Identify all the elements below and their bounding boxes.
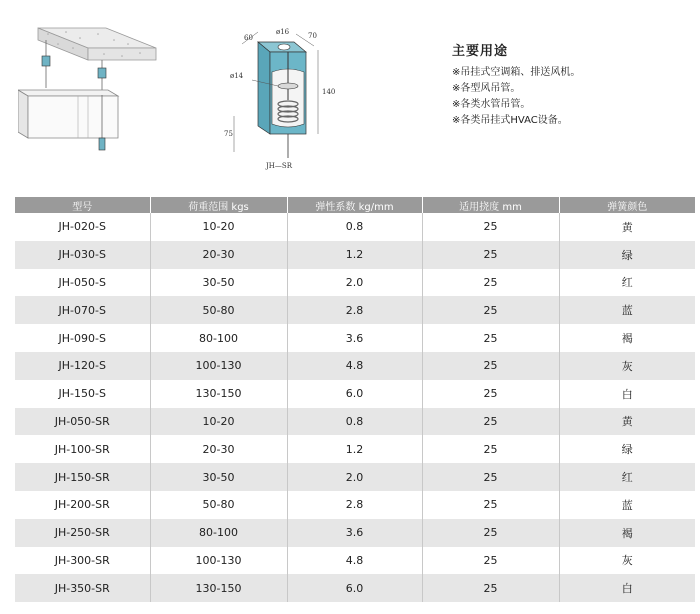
- cell-load-range: 20-30: [150, 241, 287, 269]
- table-row: [15, 408, 695, 436]
- cell-model: JH-090-S: [15, 324, 150, 352]
- spring-hanger-diagram: [222, 22, 342, 172]
- table-row: [15, 213, 695, 241]
- cell-spring-rate: 3.6: [287, 519, 422, 547]
- cell-spring-rate: 6.0: [287, 380, 422, 408]
- cell-load-range: 30-50: [150, 269, 287, 297]
- cell-spring-rate: 2.8: [287, 491, 422, 519]
- table-row: [15, 352, 695, 380]
- cell-spring-color: 褐: [559, 324, 695, 352]
- cell-deflection: 25: [422, 547, 559, 575]
- cell-model: JH-120-S: [15, 352, 150, 380]
- cell-model: JH-300-SR: [15, 547, 150, 575]
- table-row: [15, 519, 695, 547]
- usage-item: ※各型风吊管。: [452, 83, 521, 94]
- cell-spring-color: 白: [559, 574, 695, 602]
- cell-load-range: 50-80: [150, 296, 287, 324]
- cell-model: JH-070-S: [15, 296, 150, 324]
- usage-title: 主要用途: [452, 44, 509, 59]
- cell-load-range: 130-150: [150, 380, 287, 408]
- cell-deflection: 25: [422, 408, 559, 436]
- dim-rod-label: ø14: [230, 72, 244, 80]
- cell-spring-color: 黄: [559, 213, 695, 241]
- cell-deflection: 25: [422, 491, 559, 519]
- dim-width-label: 60: [244, 34, 253, 42]
- header-load-range: 荷重范围 kgs: [150, 197, 287, 213]
- cell-model: JH-100-SR: [15, 435, 150, 463]
- duct-hanger-illustration: [18, 20, 158, 170]
- table-row: [15, 380, 695, 408]
- header-model: 型号: [15, 197, 150, 213]
- usage-section: [452, 40, 580, 129]
- cell-load-range: 30-50: [150, 463, 287, 491]
- table-row: [15, 241, 695, 269]
- header-deflection: 适用挠度 mm: [422, 197, 559, 213]
- usage-item: ※各类吊挂式HVAC设备。: [452, 115, 568, 126]
- table-row: [15, 269, 695, 297]
- cell-model: JH-150-SR: [15, 463, 150, 491]
- header-spring-rate: 弹性系数 kg/mm: [287, 197, 422, 213]
- cell-load-range: 80-100: [150, 519, 287, 547]
- model-label: JH—SR: [266, 162, 292, 170]
- cell-load-range: 10-20: [150, 408, 287, 436]
- cell-spring-rate: 2.0: [287, 463, 422, 491]
- usage-item: ※吊挂式空调箱、排送风机。: [452, 67, 581, 78]
- cell-deflection: 25: [422, 324, 559, 352]
- cell-model: JH-250-SR: [15, 519, 150, 547]
- cell-spring-rate: 2.8: [287, 296, 422, 324]
- table-row: [15, 324, 695, 352]
- cell-model: JH-020-S: [15, 213, 150, 241]
- cell-deflection: 25: [422, 296, 559, 324]
- cell-model: JH-050-S: [15, 269, 150, 297]
- dim-height-label: 140: [322, 88, 336, 96]
- cell-model: JH-050-SR: [15, 408, 150, 436]
- cell-spring-color: 蓝: [559, 491, 695, 519]
- cell-spring-color: 褐: [559, 519, 695, 547]
- cell-spring-rate: 0.8: [287, 408, 422, 436]
- table-row: [15, 463, 695, 491]
- table-row: [15, 296, 695, 324]
- cell-spring-color: 绿: [559, 435, 695, 463]
- table-row: [15, 491, 695, 519]
- cell-deflection: 25: [422, 574, 559, 602]
- cell-deflection: 25: [422, 269, 559, 297]
- cell-spring-color: 蓝: [559, 296, 695, 324]
- cell-load-range: 80-100: [150, 324, 287, 352]
- cell-deflection: 25: [422, 463, 559, 491]
- cell-spring-color: 红: [559, 269, 695, 297]
- cell-load-range: 50-80: [150, 491, 287, 519]
- dim-hole-label: ø16: [276, 28, 290, 36]
- cell-load-range: 100-130: [150, 352, 287, 380]
- cell-load-range: 20-30: [150, 435, 287, 463]
- cell-spring-rate: 6.0: [287, 574, 422, 602]
- table-body: [15, 213, 695, 602]
- cell-deflection: 25: [422, 380, 559, 408]
- cell-load-range: 100-130: [150, 547, 287, 575]
- cell-model: JH-030-S: [15, 241, 150, 269]
- dim-depth-label: 70: [308, 32, 317, 40]
- cell-model: JH-200-SR: [15, 491, 150, 519]
- cell-spring-rate: 1.2: [287, 435, 422, 463]
- dim-low-label: 75: [224, 130, 233, 138]
- header-spring-color: 弹簧颜色: [559, 197, 695, 213]
- cell-deflection: 25: [422, 519, 559, 547]
- usage-list: [452, 65, 580, 129]
- cell-spring-color: 白: [559, 380, 695, 408]
- table-row: [15, 435, 695, 463]
- table-row: [15, 574, 695, 602]
- cell-deflection: 25: [422, 435, 559, 463]
- cell-deflection: 25: [422, 213, 559, 241]
- cell-spring-rate: 4.8: [287, 352, 422, 380]
- table-row: [15, 547, 695, 575]
- table-header-row: [15, 197, 695, 213]
- cell-model: JH-350-SR: [15, 574, 150, 602]
- cell-spring-color: 灰: [559, 547, 695, 575]
- cell-spring-rate: 1.2: [287, 241, 422, 269]
- cell-spring-color: 黄: [559, 408, 695, 436]
- cell-deflection: 25: [422, 241, 559, 269]
- cell-model: JH-150-S: [15, 380, 150, 408]
- cell-spring-rate: 0.8: [287, 213, 422, 241]
- cell-deflection: 25: [422, 352, 559, 380]
- cell-load-range: 10-20: [150, 213, 287, 241]
- cell-spring-rate: 4.8: [287, 547, 422, 575]
- cell-spring-rate: 2.0: [287, 269, 422, 297]
- spec-table: [15, 197, 695, 602]
- cell-load-range: 130-150: [150, 574, 287, 602]
- cell-spring-color: 红: [559, 463, 695, 491]
- usage-item: ※各类水管吊管。: [452, 99, 531, 110]
- cell-spring-rate: 3.6: [287, 324, 422, 352]
- cell-spring-color: 灰: [559, 352, 695, 380]
- cell-spring-color: 绿: [559, 241, 695, 269]
